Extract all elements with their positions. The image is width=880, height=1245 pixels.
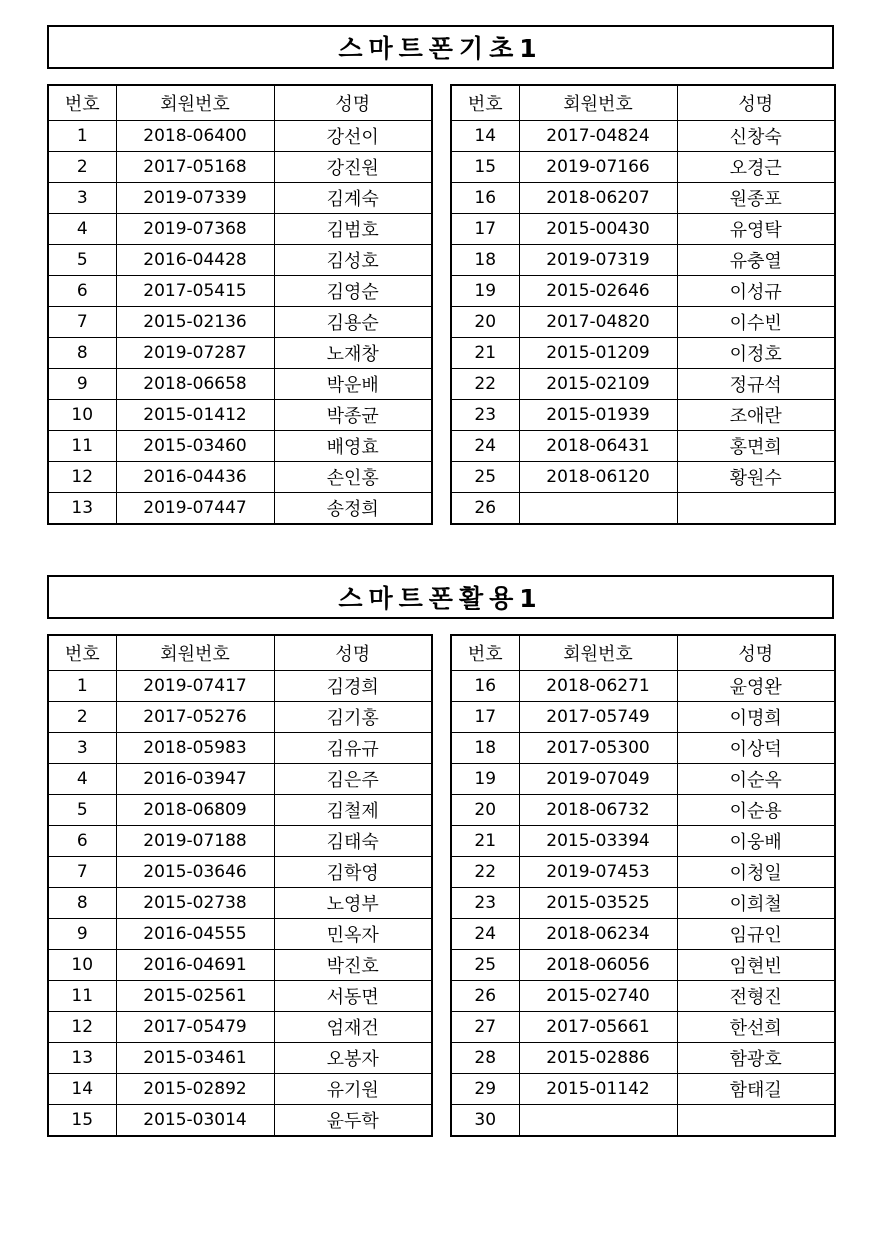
member-name: 엄재건: [274, 1012, 432, 1043]
table-row: [451, 795, 835, 826]
row-number: 30: [451, 1105, 519, 1137]
member-id: 2018-05983: [116, 733, 274, 764]
section-title: 스마트폰활용1: [47, 575, 834, 619]
member-name: 이정호: [677, 338, 835, 369]
member-tables: [47, 634, 834, 1154]
member-name: 이명희: [677, 702, 835, 733]
member-tables: [47, 84, 834, 537]
row-number: 11: [48, 431, 116, 462]
member-id: 2018-06234: [519, 919, 677, 950]
member-table-left: [47, 634, 433, 1137]
member-name: 황원수: [677, 462, 835, 493]
member-id: 2019-07166: [519, 152, 677, 183]
member-name: 윤영완: [677, 671, 835, 702]
header-member-id: 회원번호: [519, 85, 677, 121]
row-number: 15: [451, 152, 519, 183]
member-id: 2015-03014: [116, 1105, 274, 1137]
member-id: 2015-02892: [116, 1074, 274, 1105]
member-id: 2015-02561: [116, 981, 274, 1012]
row-number: 21: [451, 826, 519, 857]
member-name: 노영부: [274, 888, 432, 919]
member-name: 정규석: [677, 369, 835, 400]
header-row: [451, 635, 835, 671]
table-row: [451, 919, 835, 950]
member-id: 2018-06431: [519, 431, 677, 462]
member-id: [519, 493, 677, 525]
member-name: 김경희: [274, 671, 432, 702]
row-number: 9: [48, 919, 116, 950]
table-row: [48, 950, 432, 981]
member-name: 손인홍: [274, 462, 432, 493]
member-id: 2016-04691: [116, 950, 274, 981]
member-id: 2017-05168: [116, 152, 274, 183]
row-number: 4: [48, 214, 116, 245]
table-row: [451, 1074, 835, 1105]
table-row: [451, 369, 835, 400]
header-number: 번호: [451, 85, 519, 121]
table-row: [451, 245, 835, 276]
member-id: 2018-06400: [116, 121, 274, 152]
table-row: [48, 493, 432, 525]
member-table-right: [450, 634, 836, 1137]
member-name: 김범호: [274, 214, 432, 245]
row-number: 10: [48, 950, 116, 981]
row-number: 16: [451, 183, 519, 214]
section-smartphone-usage: [47, 575, 834, 1154]
table-row: [48, 400, 432, 431]
header-row: [48, 635, 432, 671]
member-name: 서동면: [274, 981, 432, 1012]
row-number: 22: [451, 369, 519, 400]
table-row: [451, 671, 835, 702]
header-row: [48, 85, 432, 121]
header-number: 번호: [451, 635, 519, 671]
member-name: 김태숙: [274, 826, 432, 857]
member-name: 박진호: [274, 950, 432, 981]
member-id: 2015-03461: [116, 1043, 274, 1074]
table-row: [48, 152, 432, 183]
member-name: 이웅배: [677, 826, 835, 857]
member-id: 2019-07049: [519, 764, 677, 795]
member-id: 2019-07287: [116, 338, 274, 369]
table-row: [48, 919, 432, 950]
table-row: [48, 888, 432, 919]
header-number: 번호: [48, 85, 116, 121]
section-title: 스마트폰기초1: [47, 25, 834, 69]
member-name: 유기원: [274, 1074, 432, 1105]
member-name: 함광호: [677, 1043, 835, 1074]
member-name: 유영탁: [677, 214, 835, 245]
member-name: 이성규: [677, 276, 835, 307]
row-number: 24: [451, 431, 519, 462]
row-number: 5: [48, 795, 116, 826]
table-row: [451, 1043, 835, 1074]
member-name: 민옥자: [274, 919, 432, 950]
member-name: 유충열: [677, 245, 835, 276]
row-number: 24: [451, 919, 519, 950]
row-number: 7: [48, 307, 116, 338]
row-number: 26: [451, 981, 519, 1012]
member-id: 2019-07453: [519, 857, 677, 888]
row-number: 8: [48, 338, 116, 369]
row-number: 8: [48, 888, 116, 919]
table-row: [451, 981, 835, 1012]
member-id: 2017-05300: [519, 733, 677, 764]
member-id: 2018-06658: [116, 369, 274, 400]
table-row: [451, 888, 835, 919]
table-row: [48, 431, 432, 462]
member-name: 송정희: [274, 493, 432, 525]
row-number: 28: [451, 1043, 519, 1074]
table-row: [451, 702, 835, 733]
member-id: 2017-05415: [116, 276, 274, 307]
member-id: 2015-03525: [519, 888, 677, 919]
member-id: 2018-06732: [519, 795, 677, 826]
member-name: 김영순: [274, 276, 432, 307]
table-row: [48, 671, 432, 702]
table-row: [48, 462, 432, 493]
member-name: 임현빈: [677, 950, 835, 981]
member-id: 2018-06207: [519, 183, 677, 214]
member-id: 2015-00430: [519, 214, 677, 245]
member-name: 김기홍: [274, 702, 432, 733]
row-number: 1: [48, 671, 116, 702]
member-id: 2019-07447: [116, 493, 274, 525]
row-number: 6: [48, 826, 116, 857]
member-id: 2015-01412: [116, 400, 274, 431]
member-table-left: [47, 84, 433, 525]
row-number: 18: [451, 733, 519, 764]
table-row: [451, 857, 835, 888]
row-number: 2: [48, 702, 116, 733]
table-row: [451, 493, 835, 525]
member-id: 2018-06120: [519, 462, 677, 493]
member-name: [677, 493, 835, 525]
table-row: [48, 981, 432, 1012]
member-name: 오경근: [677, 152, 835, 183]
row-number: 1: [48, 121, 116, 152]
table-row: [48, 1043, 432, 1074]
member-id: 2015-02738: [116, 888, 274, 919]
member-name: 김은주: [274, 764, 432, 795]
member-id: 2019-07417: [116, 671, 274, 702]
member-name: 전형진: [677, 981, 835, 1012]
member-id: 2015-02109: [519, 369, 677, 400]
header-name: 성명: [677, 635, 835, 671]
row-number: 25: [451, 950, 519, 981]
table-row: [451, 152, 835, 183]
member-name: 배영효: [274, 431, 432, 462]
row-number: 14: [48, 1074, 116, 1105]
row-number: 23: [451, 888, 519, 919]
member-name: 강진원: [274, 152, 432, 183]
member-id: 2016-04428: [116, 245, 274, 276]
member-name: 김철제: [274, 795, 432, 826]
member-name: 김계숙: [274, 183, 432, 214]
member-name: 이청일: [677, 857, 835, 888]
row-number: 12: [48, 462, 116, 493]
member-name: 한선희: [677, 1012, 835, 1043]
member-name: 함태길: [677, 1074, 835, 1105]
header-name: 성명: [274, 635, 432, 671]
table-row: [48, 245, 432, 276]
member-id: 2019-07339: [116, 183, 274, 214]
table-row: [48, 764, 432, 795]
table-row: [48, 733, 432, 764]
header-name: 성명: [274, 85, 432, 121]
member-name: 이순용: [677, 795, 835, 826]
row-number: 2: [48, 152, 116, 183]
member-id: 2016-03947: [116, 764, 274, 795]
row-number: 9: [48, 369, 116, 400]
row-number: 14: [451, 121, 519, 152]
row-number: 15: [48, 1105, 116, 1137]
member-name: 오봉자: [274, 1043, 432, 1074]
row-number: 5: [48, 245, 116, 276]
member-id: 2016-04555: [116, 919, 274, 950]
row-number: 23: [451, 400, 519, 431]
member-id: 2015-02646: [519, 276, 677, 307]
member-name: 이상덕: [677, 733, 835, 764]
member-id: 2015-03394: [519, 826, 677, 857]
table-row: [48, 1012, 432, 1043]
member-id: 2015-02740: [519, 981, 677, 1012]
member-name: 조애란: [677, 400, 835, 431]
row-number: 10: [48, 400, 116, 431]
row-number: 11: [48, 981, 116, 1012]
table-row: [48, 857, 432, 888]
row-number: 20: [451, 307, 519, 338]
member-name: 임규인: [677, 919, 835, 950]
member-id: [519, 1105, 677, 1137]
member-id: 2015-03460: [116, 431, 274, 462]
member-id: 2017-04820: [519, 307, 677, 338]
row-number: 4: [48, 764, 116, 795]
row-number: 25: [451, 462, 519, 493]
table-row: [451, 276, 835, 307]
row-number: 3: [48, 733, 116, 764]
member-id: 2019-07368: [116, 214, 274, 245]
member-name: 이수빈: [677, 307, 835, 338]
table-row: [451, 462, 835, 493]
row-number: 3: [48, 183, 116, 214]
member-name: 신창숙: [677, 121, 835, 152]
member-name: 홍면희: [677, 431, 835, 462]
member-id: 2015-02886: [519, 1043, 677, 1074]
member-id: 2019-07188: [116, 826, 274, 857]
table-row: [451, 1012, 835, 1043]
table-row: [451, 183, 835, 214]
table-row: [48, 1074, 432, 1105]
row-number: 21: [451, 338, 519, 369]
table-row: [451, 121, 835, 152]
member-name: 김학영: [274, 857, 432, 888]
table-row: [451, 307, 835, 338]
table-row: [451, 214, 835, 245]
member-id: 2017-04824: [519, 121, 677, 152]
header-number: 번호: [48, 635, 116, 671]
member-id: 2016-04436: [116, 462, 274, 493]
table-row: [451, 733, 835, 764]
row-number: 13: [48, 1043, 116, 1074]
table-row: [451, 950, 835, 981]
row-number: 17: [451, 702, 519, 733]
header-row: [451, 85, 835, 121]
table-row: [48, 795, 432, 826]
row-number: 27: [451, 1012, 519, 1043]
member-id: 2015-01939: [519, 400, 677, 431]
table-row: [48, 276, 432, 307]
table-row: [451, 826, 835, 857]
row-number: 12: [48, 1012, 116, 1043]
table-row: [451, 400, 835, 431]
member-name: 김용순: [274, 307, 432, 338]
member-name: 원종포: [677, 183, 835, 214]
member-id: 2017-05479: [116, 1012, 274, 1043]
member-name: 김성호: [274, 245, 432, 276]
table-row: [451, 338, 835, 369]
row-number: 7: [48, 857, 116, 888]
member-table-right: [450, 84, 836, 525]
row-number: 20: [451, 795, 519, 826]
row-number: 18: [451, 245, 519, 276]
member-name: 박종균: [274, 400, 432, 431]
member-name: 이순옥: [677, 764, 835, 795]
member-name: 윤두학: [274, 1105, 432, 1137]
member-name: 이희철: [677, 888, 835, 919]
row-number: 26: [451, 493, 519, 525]
table-row: [48, 121, 432, 152]
row-number: 6: [48, 276, 116, 307]
header-member-id: 회원번호: [116, 635, 274, 671]
header-name: 성명: [677, 85, 835, 121]
member-id: 2019-07319: [519, 245, 677, 276]
member-id: 2017-05749: [519, 702, 677, 733]
table-row: [48, 1105, 432, 1137]
header-member-id: 회원번호: [116, 85, 274, 121]
table-row: [48, 369, 432, 400]
member-id: 2018-06271: [519, 671, 677, 702]
row-number: 29: [451, 1074, 519, 1105]
member-name: 강선이: [274, 121, 432, 152]
member-id: 2017-05276: [116, 702, 274, 733]
table-row: [451, 764, 835, 795]
header-member-id: 회원번호: [519, 635, 677, 671]
table-row: [451, 431, 835, 462]
row-number: 22: [451, 857, 519, 888]
table-row: [48, 214, 432, 245]
row-number: 13: [48, 493, 116, 525]
table-row: [48, 826, 432, 857]
row-number: 16: [451, 671, 519, 702]
member-name: 김유규: [274, 733, 432, 764]
table-row: [451, 1105, 835, 1137]
section-smartphone-basics: [47, 25, 834, 537]
member-id: 2015-02136: [116, 307, 274, 338]
member-id: 2015-01209: [519, 338, 677, 369]
member-id: 2018-06809: [116, 795, 274, 826]
table-row: [48, 183, 432, 214]
member-name: 박운배: [274, 369, 432, 400]
member-id: 2015-01142: [519, 1074, 677, 1105]
row-number: 19: [451, 276, 519, 307]
member-id: 2017-05661: [519, 1012, 677, 1043]
table-row: [48, 702, 432, 733]
row-number: 19: [451, 764, 519, 795]
member-id: 2015-03646: [116, 857, 274, 888]
member-name: [677, 1105, 835, 1137]
table-row: [48, 307, 432, 338]
member-name: 노재창: [274, 338, 432, 369]
row-number: 17: [451, 214, 519, 245]
member-id: 2018-06056: [519, 950, 677, 981]
table-row: [48, 338, 432, 369]
